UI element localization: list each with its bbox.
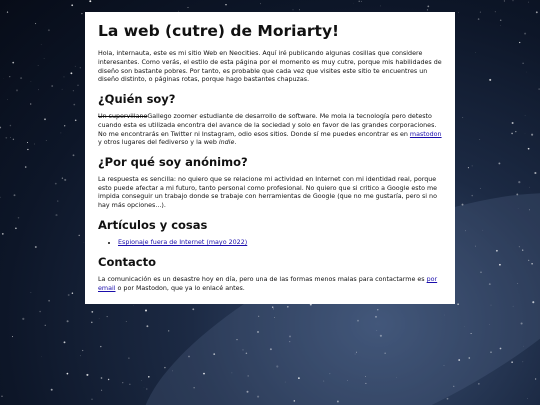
articles-heading: Artículos y cosas <box>98 217 208 232</box>
intro-paragraph: Hola, internauta, este es mi sitio Web en Neocities. Aquí iré publicando algunas cosillas que considere interesantes. Como verás, el estilo de esta página por el momento es muy cutre, porque mis habilidades de diseño son bastante pobres. Por tanto, es probable que cada vez que visites este sitio te encuentres un diseño distinto, o páginas rotas, porque hago bastantes chapuzas. <box>98 50 442 84</box>
about-text-3: . <box>234 139 237 147</box>
anon-paragraph: La respuesta es sencilla: no quiero que se relacione mi actividad en Internet con mi identidad real, porque esto puede afectar a mi futuro, tanto personal como profesional. No quiero que si critico a Google esto me impida conseguir un trabajo donde se trabaje con herramientas de Google (que no me gustaría, pero si no hay más opciones...). <box>98 176 438 209</box>
article-link[interactable]: Espionaje fuera de Internet (mayo 2022) <box>118 239 248 246</box>
about-text-2: y otros lugares del fediverso y la web <box>98 139 219 147</box>
contact-heading: Contacto <box>98 254 156 269</box>
about-italic: indie <box>218 139 235 147</box>
about-heading: ¿Quién soy? <box>98 91 176 106</box>
articles-list <box>98 239 442 248</box>
about-text-1: Gallego zoomer estudiante de desarrollo de software. Me mola la tecnología pero detesto cuando esta es utilizada encontra del avance de la sociedad y solo en favor de las grandes corporaciones. No me encontrarás en Twitter ni Instagram, odio esos sitios. Donde sí me puedes encontrar es en <box>98 113 437 138</box>
contact-text-1: La comunicación es un desastre hoy en día, pero una de las formas menos malas para contactarme es <box>98 276 427 284</box>
page-title: La web (cutre) de Moriarty! <box>98 22 340 40</box>
anon-heading: ¿Por qué soy anónimo? <box>98 154 248 169</box>
about-paragraph <box>98 113 442 148</box>
list-item <box>118 239 442 248</box>
struck-text: Un supervillano <box>98 113 148 121</box>
email-link[interactable]: por email <box>98 276 438 292</box>
contact-text-2: o por Mastodon, que ya lo enlacé antes. <box>115 284 245 292</box>
mastodon-link[interactable]: mastodon <box>409 130 442 138</box>
content-card <box>85 12 455 304</box>
contact-paragraph <box>98 276 442 293</box>
